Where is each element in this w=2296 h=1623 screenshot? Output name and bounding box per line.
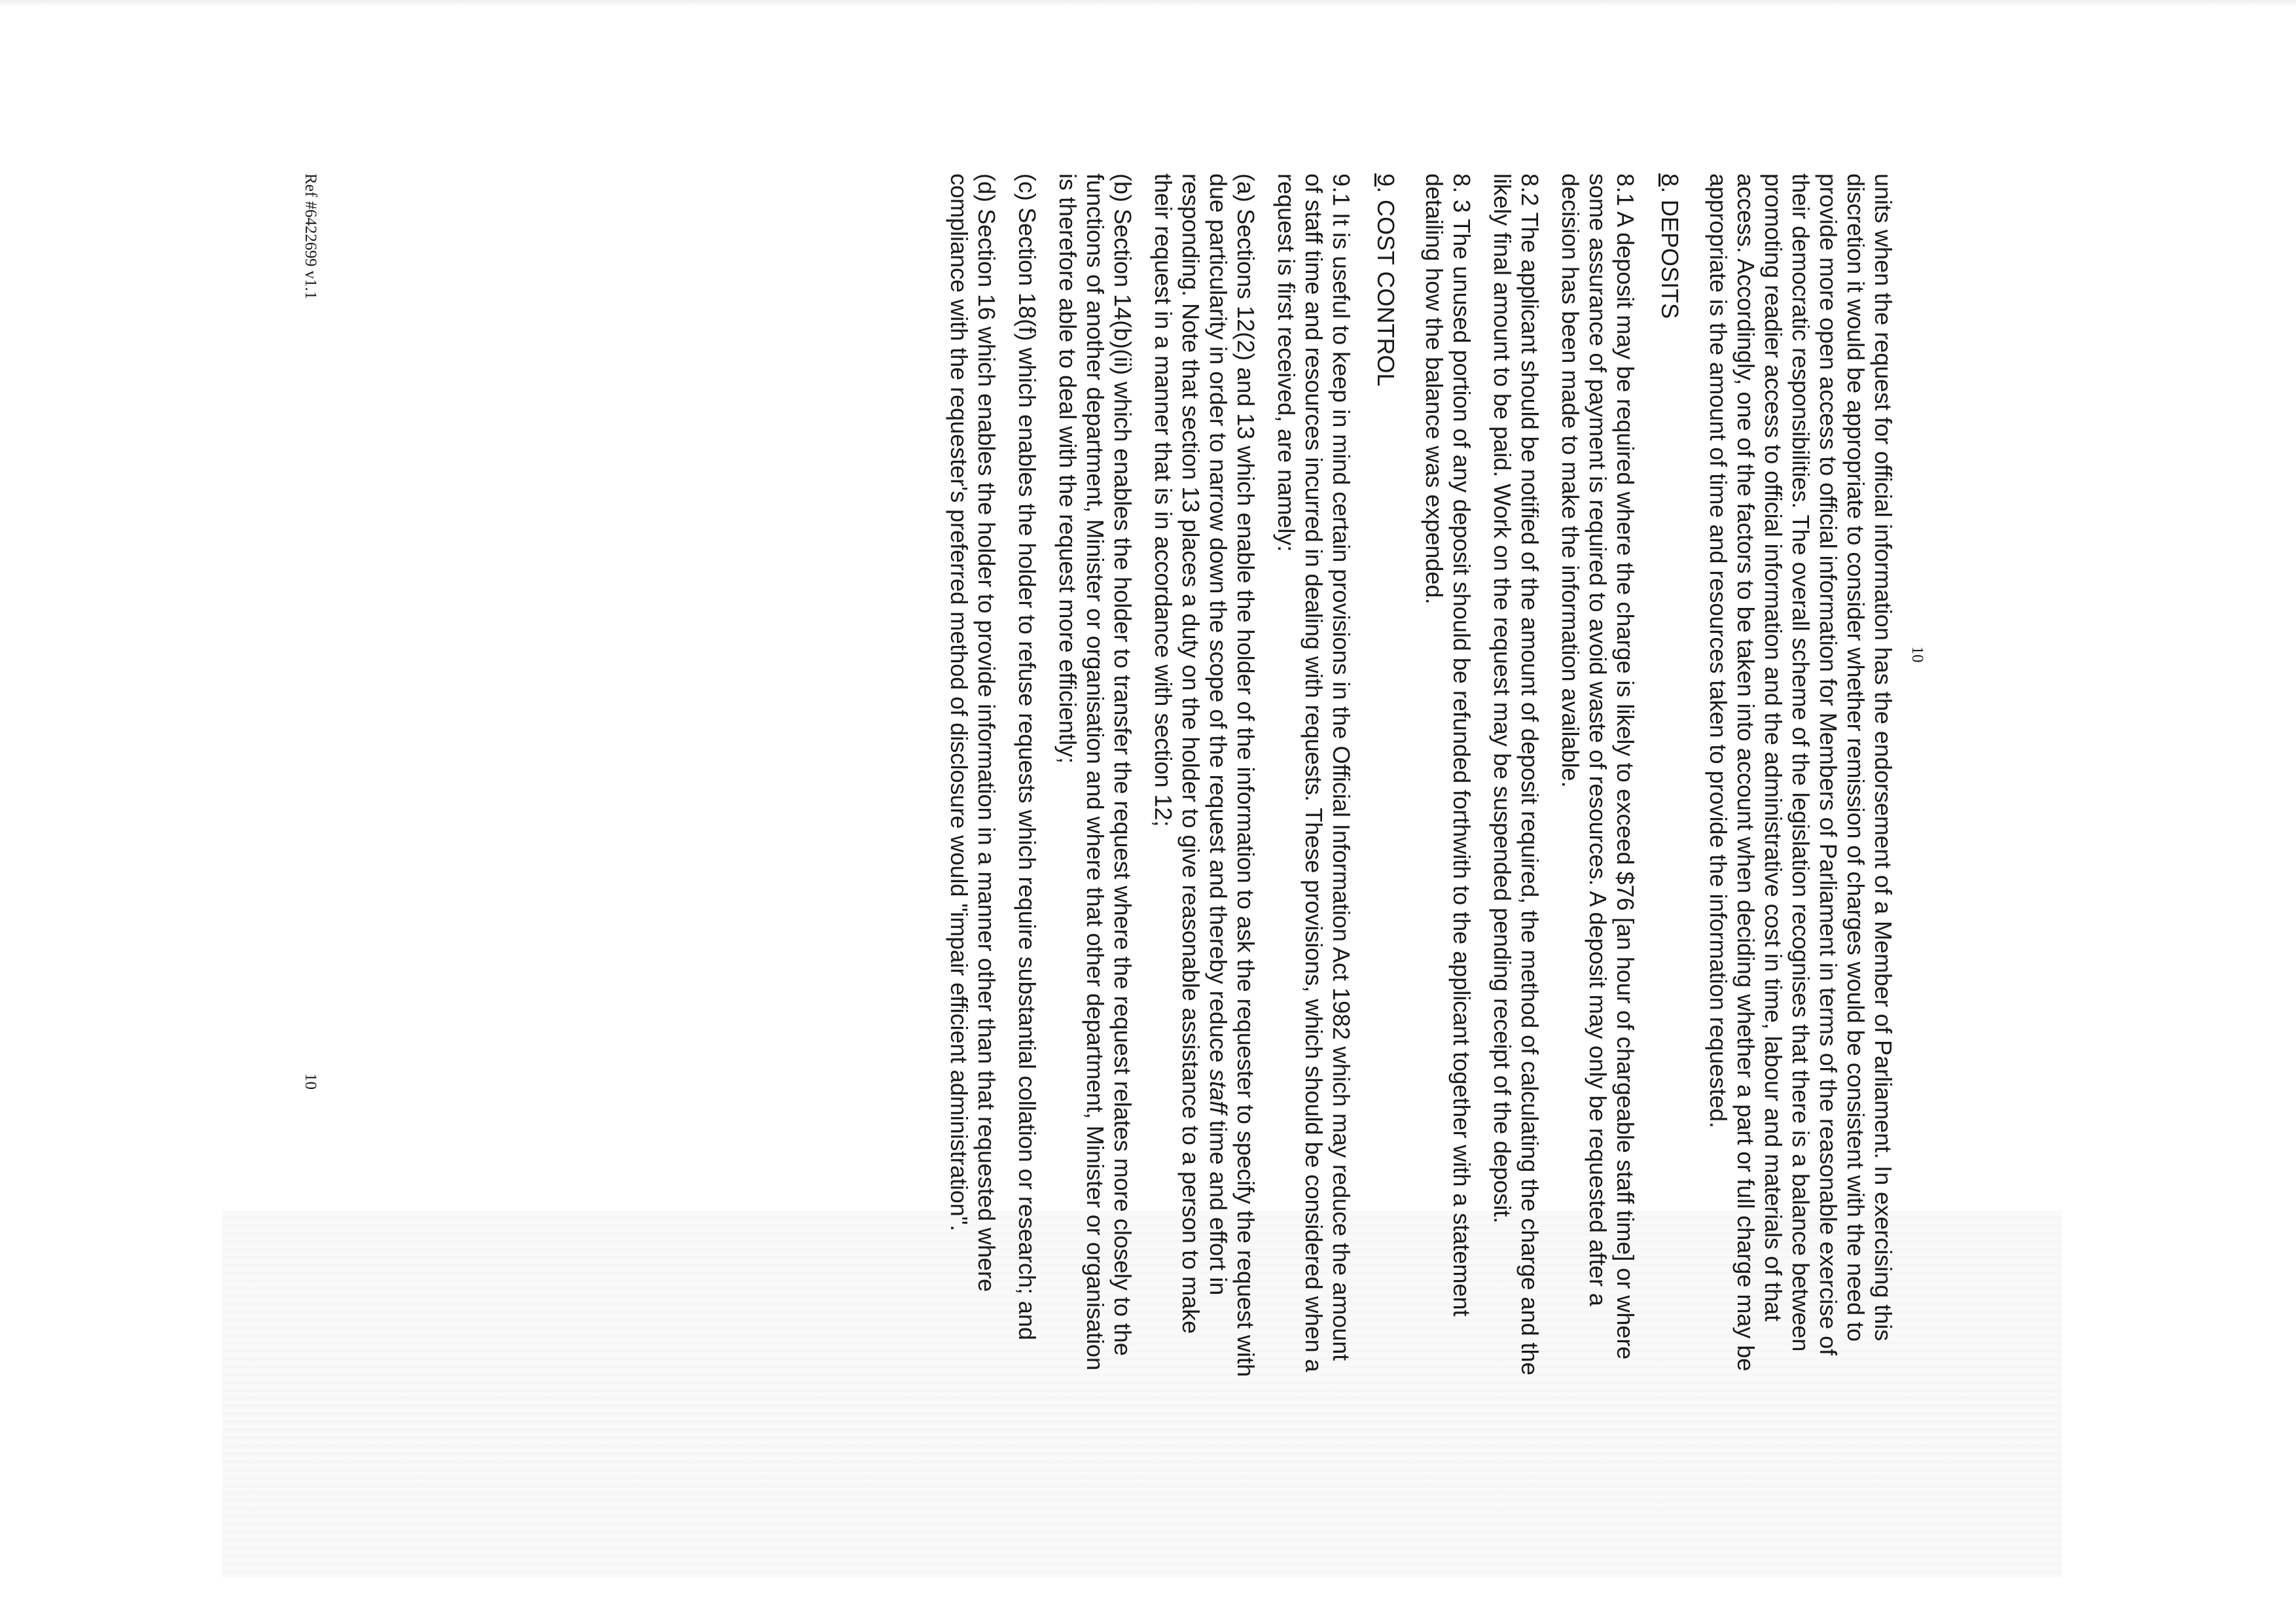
running-page-number: 10 xyxy=(1909,646,1926,663)
paragraph-9-a-emphasis: staff xyxy=(1205,1069,1232,1114)
intro-paragraph: units when the request for official information has the endorsement of a Member of Parliament. In exercising this discretion it would be appropriate to consider whether remission of charges would be consistent with the need to provide more open access to official information for Members of Parliament in terms of the reasonable exercise of their democratic responsibilities. The overall scheme of the legislation recognises that there is a balance between promoting readier access to official information and the administrative cost in time, labour and materials of that access. Accordingly, one of the factors to be taken into account when deciding whether a part or full charge may be appropriate is the amount of time and resources taken to provide the information requested. xyxy=(1705,173,1897,1372)
footer-page-number: 10 xyxy=(302,1073,319,1090)
paragraph-9-c: (c) Section 18(f) which enables the holder to refuse requests which require substantial collation or research; and xyxy=(1014,173,1041,1340)
paragraph-8-1: 8.1 A deposit may be required where the charge is likely to exceed $76 [an hour of chargeable staff time] or where some assurance of payment is required to avoid waste of resources. A deposit may only be requested after a decision has been made to make the information available. xyxy=(1557,173,1639,1360)
document-body xyxy=(932,173,1897,1384)
footer-reference: Ref #6422699 v1.1 xyxy=(302,173,319,300)
section-heading-cost-control xyxy=(1372,173,1399,1384)
section-number: 8 xyxy=(1657,173,1683,187)
paragraph-9-b: (b) Section 14(b)(ii) which enables the holder to transfer the request where the request relates more closely to the functions of another department, Minister or organisation and where that other department, Minister or organisation is therefore able to deal with the request more efficiently; xyxy=(1054,173,1136,1371)
section-title: . DEPOSITS xyxy=(1657,187,1683,319)
paragraph-9-1: 9.1 It is useful to keep in mind certain provisions in the Official Information Act 1982 which may reduce the amount of staff time and resources incurred in dealing with requests. These provisions, which should be considered when a request is first received, are namely: xyxy=(1273,173,1355,1372)
paragraph-9-d: (d) Section 16 which enables the holder to provide information in a manner other than that requested where compliance with the requester's preferred method of disclosure would "impair efficient administration". xyxy=(946,173,1000,1293)
section-number: 9 xyxy=(1372,173,1399,187)
paragraph-9-a xyxy=(1149,173,1259,1384)
paragraph-8-2: 8.2 The applicant should be notified of the amount of deposit required, the method of calculating the charge and the likely final amount to be paid. Work on the request may be suspended pending receipt of the deposit. xyxy=(1489,173,1543,1376)
section-heading-deposits xyxy=(1656,173,1683,1384)
paragraph-9-a-end: time and effort in responding. Note that section 13 places a duty on the holder to give reasonable assistance to a person to make their request in a manner that is in accordance with section 12; xyxy=(1150,173,1232,1334)
paragraph-8-3: 8. 3 The unused portion of any deposit should be refunded forthwith to the applicant together with a statement detailing how the balance was expended. xyxy=(1421,173,1475,1317)
paragraph-9-a-start: (a) Sections 12(2) and 13 which enable the holder of the information to ask the requester to specify the request with due particularity in order to narrow down the scope of the request and thereby reduce xyxy=(1205,173,1259,1378)
section-title: . COST CONTROL xyxy=(1372,187,1399,387)
